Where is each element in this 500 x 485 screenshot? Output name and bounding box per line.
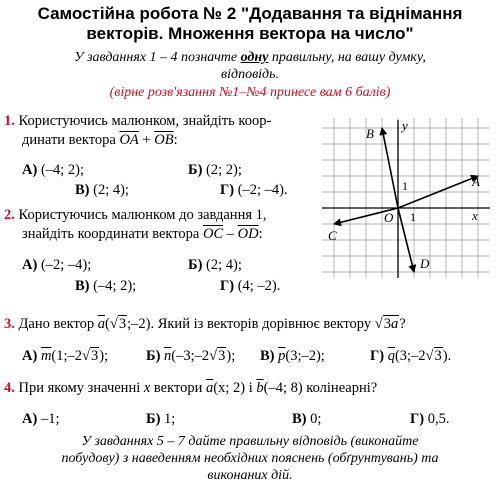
task-2-line-2 (22, 226, 263, 243)
footer-line-2: побудову) з наведенням необхідних пояснень (обґрунтувань) та (61, 451, 439, 466)
label-o: O (384, 210, 394, 225)
task-2-option-c[interactable]: В) (–4; 2); (75, 278, 137, 294)
task-number: 3. (4, 316, 15, 332)
task-3-option-d[interactable]: Г) $\overline{q}(3;-2√3)$. (370, 348, 452, 364)
vector-a-symbol: $\overline{a}$ (390, 316, 399, 332)
tick-1-x: 1 (410, 210, 416, 224)
vector-b-symbol: $\overline{b}$ (256, 380, 264, 396)
task-4-line (4, 380, 377, 397)
task-1-line-2 (22, 132, 178, 149)
tick-1-y: 1 (402, 179, 408, 193)
task-2-line-1 (4, 207, 267, 224)
task-text: : (173, 132, 178, 148)
coords: (–4; 8) (263, 380, 303, 396)
task-4-option-b[interactable]: Б) 1; (146, 411, 176, 427)
vector-od: $\overline{OD}$ (237, 226, 259, 242)
radicand: 3 (118, 316, 127, 332)
task-text: вектори (150, 380, 207, 396)
variable-x: x (143, 380, 151, 396)
vector-ob: $\overline{OB}$ (154, 132, 174, 148)
task-2-option-a[interactable]: А) (–2; –4); (22, 257, 92, 273)
task-number: 2. (4, 207, 15, 223)
task-text: При якому значенні (18, 380, 144, 396)
vector-b (382, 128, 398, 208)
label-c: C (328, 228, 337, 243)
task-1-option-c[interactable]: В) (2; 4); (75, 182, 129, 198)
instruction-text: У завданнях 1 – 4 позначте (74, 50, 241, 65)
coordinate-figure (322, 118, 492, 278)
task-3-line: 3. Дано вектор $\overline{a}(√3;-2)$. Який із векторів дорівнює вектору $√3\overline{a}$? (4, 316, 406, 332)
task-text: колінеарні? (302, 380, 378, 396)
instruction-emphasis: одну (240, 50, 269, 65)
paren: ( (105, 316, 110, 332)
radicand: 3 (383, 316, 391, 332)
task-4-option-c[interactable]: В) 0; (292, 411, 322, 427)
coords: (x; 2) (213, 380, 246, 396)
label-x: x (472, 208, 478, 223)
label-b: B (366, 126, 374, 141)
label-a: A (472, 174, 480, 189)
task-3-option-b[interactable]: Б) $\overline{n}(-3;-2√3)$; (146, 348, 236, 364)
task-text: Користуючись малюнком, знайдіть коор- (18, 113, 272, 129)
title-line-1: Самостійна робота № 2 "Додавання та віднімання (37, 4, 463, 23)
vector-oa: $\overline{OA}$ (119, 132, 139, 148)
task-1-option-a[interactable]: А) (–4; 2); (22, 162, 85, 178)
task-4-option-d[interactable]: Г) 0,5. (410, 411, 450, 427)
instruction-line-1 (0, 50, 500, 66)
task-text: динати вектора (22, 132, 120, 148)
task-number: 4. (4, 380, 15, 396)
operator: + (138, 132, 155, 148)
task-2-option-b[interactable]: Б) (2; 4); (188, 257, 242, 273)
coords: ;–2). (127, 316, 155, 332)
task-text: і (245, 380, 257, 396)
operator: – (223, 226, 238, 242)
vector-oc: $\overline{OC}$ (202, 226, 224, 242)
task-4-option-a[interactable]: А) –1; (22, 411, 60, 427)
bonus-note: (вірне розв'язання №1–№4 принесе вам 6 балів) (109, 85, 391, 100)
task-3-option-c[interactable]: В) $\overline{p}(3;-2)$; (260, 348, 325, 364)
title-line-2: векторів. Множення вектора на число" (86, 24, 414, 43)
task-text: Користуючись малюнком до завдання 1, (18, 207, 267, 223)
label-y: y (402, 118, 408, 133)
task-3-option-a[interactable]: А) $\overline{m}(1;-2√3)$; (22, 348, 109, 364)
vector-a-symbol: $\overline{a}$ (97, 316, 106, 332)
task-1-line-1 (4, 113, 271, 130)
question-mark: ? (399, 316, 406, 332)
task-2-option-d[interactable]: Г) (4; –2). (220, 278, 281, 294)
task-text: знайдіть координати вектора (22, 226, 203, 242)
footer-line-3: виконаних дій. (207, 468, 293, 483)
grid (322, 118, 490, 278)
instruction-line-2: відповідь. (221, 67, 279, 82)
footer-line-1: У завданнях 5 – 7 дайте правильну відповідь (виконайте (81, 434, 419, 449)
instruction-text: правильну, на вашу думку, (268, 50, 426, 65)
task-1-option-d[interactable]: Г) (–2; –4). (220, 182, 288, 198)
task-1-option-b[interactable]: Б) (2; 2); (188, 162, 242, 178)
task-number: 1. (4, 113, 15, 129)
task-text: Який із векторів дорівнює вектору (154, 316, 375, 332)
task-text: : (258, 226, 263, 242)
task-text: Дано вектор (18, 316, 98, 332)
vector-a-symbol: $\overline{a}$ (206, 380, 214, 396)
label-d: D (420, 256, 430, 271)
